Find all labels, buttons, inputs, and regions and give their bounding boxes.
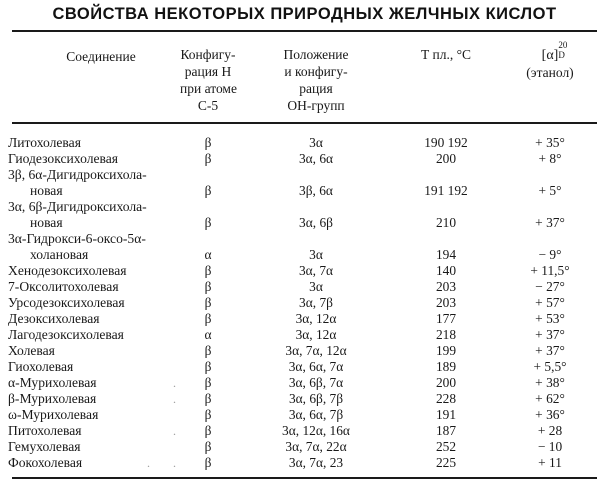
cell-configuration: β	[204, 391, 212, 406]
cell-configuration: β	[204, 295, 212, 310]
cell-melting-point: 190 192	[424, 135, 468, 150]
table-row	[0, 311, 609, 327]
cell-melting-point: 199	[435, 343, 457, 358]
cell-configuration: α	[204, 327, 212, 342]
cell-oh-position: 3α, 7α, 22α	[285, 439, 347, 454]
column-header-position-line-3: рация	[299, 81, 333, 96]
cell-specific-rotation: − 9°	[538, 247, 562, 262]
cell-melting-point: 200	[435, 151, 457, 166]
cell-compound-name: Гиохолевая	[8, 359, 74, 374]
table-row	[0, 231, 609, 247]
table-row	[0, 327, 609, 343]
table-row	[0, 295, 609, 311]
cell-melting-point: 210	[435, 215, 457, 230]
cell-oh-position: 3α, 6β	[299, 215, 333, 230]
cell-configuration: β	[204, 455, 212, 470]
cell-configuration: β	[204, 151, 212, 166]
cell-configuration: β	[204, 263, 212, 278]
cell-configuration: β	[204, 343, 212, 358]
column-header-compound	[8, 48, 194, 65]
table-row	[0, 455, 609, 471]
cell-melting-point: 194	[435, 247, 457, 262]
leader-dots: .	[173, 392, 186, 406]
rotation-notation	[541, 40, 568, 64]
rotation-bracket-alpha: [α]	[541, 48, 559, 63]
rotation-superscript: 20	[558, 40, 568, 50]
cell-oh-position: 3α, 6β, 7β	[288, 391, 344, 406]
cell-oh-position: 3α, 7α	[298, 263, 334, 278]
cell-oh-position: 3α	[309, 279, 323, 294]
column-header-rotation-symbol	[498, 40, 602, 64]
cell-oh-position: 3α, 6α	[298, 151, 334, 166]
cell-compound-name: Питохолевая	[8, 423, 82, 438]
cell-melting-point: 187	[435, 423, 457, 438]
column-header-melting-point	[392, 46, 500, 63]
cell-melting-point: 191	[435, 407, 457, 422]
cell-specific-rotation: + 57°	[535, 295, 565, 310]
cell-configuration: α	[204, 247, 212, 262]
cell-oh-position: 3α, 6β, 7α	[288, 375, 344, 390]
cell-compound-name: Хенодезоксихолевая	[8, 263, 127, 278]
cell-configuration: β	[204, 439, 212, 454]
cell-compound-name: Холевая	[8, 343, 55, 358]
cell-specific-rotation: − 27°	[535, 279, 565, 294]
cell-specific-rotation: + 35°	[535, 135, 565, 150]
cell-oh-position: 3α, 12α	[295, 311, 337, 326]
cell-specific-rotation: + 8°	[538, 151, 562, 166]
cell-compound-name: 3β, 6α-Дигидроксихола-	[8, 167, 147, 182]
table-row	[0, 167, 609, 183]
cell-compound-name: Дезоксихолевая	[8, 311, 100, 326]
cell-oh-position: 3α, 7α, 12α	[285, 343, 347, 358]
table-row	[0, 263, 609, 279]
column-header-position	[240, 46, 392, 114]
cell-configuration: β	[204, 407, 212, 422]
cell-compound-name: α-Мурихолевая	[8, 375, 97, 390]
cell-melting-point: 177	[435, 311, 457, 326]
cell-specific-rotation: + 36°	[535, 407, 565, 422]
cell-oh-position: 3α, 12α, 16α	[282, 423, 350, 438]
cell-specific-rotation: + 5°	[538, 183, 562, 198]
cell-oh-position: 3α, 7α, 23	[288, 455, 344, 470]
cell-compound-name: 3α-Гидрокси-6-оксо-5α-	[8, 231, 146, 246]
cell-melting-point: 225	[435, 455, 457, 470]
cell-melting-point: 200	[435, 375, 457, 390]
cell-specific-rotation: + 5,5°	[533, 359, 567, 374]
leader-dots: .	[173, 376, 186, 390]
cell-configuration: β	[204, 215, 212, 230]
cell-oh-position: 3α	[309, 135, 323, 150]
cell-oh-position: 3α	[309, 247, 323, 262]
column-header-configuration-line-4: С-5	[197, 98, 219, 113]
leader-dots: .	[173, 424, 186, 438]
rotation-subscript: D	[558, 50, 565, 60]
column-header-position-line-1: Положение	[283, 47, 349, 62]
column-header-position-line-4: ОН-групп	[287, 98, 345, 113]
cell-specific-rotation: + 38°	[535, 375, 565, 390]
table-row	[0, 439, 609, 455]
cell-compound-name: Урсодезоксихолевая	[8, 295, 125, 310]
cell-compound-name: Фокохолевая	[8, 455, 83, 470]
cell-melting-point: 203	[435, 295, 457, 310]
cell-configuration: β	[204, 183, 212, 198]
cell-melting-point: 218	[435, 327, 457, 342]
table-row	[0, 135, 609, 151]
cell-compound-name: ω-Мурихолевая	[8, 407, 99, 422]
table-row	[0, 391, 609, 407]
cell-configuration: β	[204, 359, 212, 374]
column-header-rotation-solvent: (этанол)	[526, 65, 574, 80]
rule-bottom	[12, 477, 597, 479]
leader-dots: . .	[147, 456, 186, 470]
table-row	[0, 423, 609, 439]
table-row	[0, 359, 609, 375]
cell-compound-name: Гемухолевая	[8, 439, 81, 454]
cell-specific-rotation: + 37°	[535, 343, 565, 358]
cell-specific-rotation: − 10	[537, 439, 563, 454]
cell-compound-name: новая	[30, 215, 63, 230]
cell-melting-point: 189	[435, 359, 457, 374]
table-row	[0, 183, 609, 199]
table-row	[0, 151, 609, 167]
cell-compound-name: новая	[30, 183, 63, 198]
column-header-melting-point-label: Т пл., °C	[420, 47, 472, 62]
cell-specific-rotation: + 28	[537, 423, 563, 438]
table-row	[0, 247, 609, 263]
cell-configuration: β	[204, 279, 212, 294]
cell-configuration: β	[204, 135, 212, 150]
cell-compound-name: 7-Оксолитохолевая	[8, 279, 119, 294]
cell-specific-rotation: + 37°	[535, 327, 565, 342]
column-header-configuration	[180, 46, 236, 114]
table-row	[0, 215, 609, 231]
cell-oh-position: 3α, 6α, 7α	[288, 359, 344, 374]
cell-melting-point: 191 192	[424, 183, 468, 198]
column-header-compound-label: Соединение	[66, 49, 136, 64]
cell-melting-point: 228	[435, 391, 457, 406]
cell-compound-name: Гиодезоксихолевая	[8, 151, 119, 166]
cell-compound-name: Лагодезоксихолевая	[8, 327, 124, 342]
cell-configuration: β	[204, 375, 212, 390]
cell-compound-name: холановая	[30, 247, 89, 262]
cell-oh-position: 3α, 12α	[295, 327, 337, 342]
column-header-configuration-line-1: Конфигу-	[180, 47, 236, 62]
table-row	[0, 407, 609, 423]
column-header-position-line-2: и конфигу-	[284, 64, 348, 79]
page-title: СВОЙСТВА НЕКОТОРЫХ ПРИРОДНЫХ ЖЕЛЧНЫХ КИСЛОТ	[52, 5, 557, 23]
cell-specific-rotation: + 37°	[535, 215, 565, 230]
column-header-configuration-line-3: при атоме	[180, 81, 237, 96]
rule-header	[12, 122, 597, 124]
cell-compound-name: β-Мурихолевая	[8, 391, 97, 406]
cell-specific-rotation: + 53°	[535, 311, 565, 326]
cell-melting-point: 140	[435, 263, 457, 278]
cell-configuration: β	[204, 311, 212, 326]
table-row	[0, 375, 609, 391]
cell-oh-position: 3β, 6α	[299, 183, 333, 198]
column-header-specific-rotation	[498, 40, 602, 81]
cell-oh-position: 3α, 7β	[299, 295, 333, 310]
table-row	[0, 199, 609, 215]
cell-compound-name: 3α, 6β-Дигидроксихола-	[8, 199, 147, 214]
cell-specific-rotation: + 11,5°	[530, 263, 570, 278]
cell-melting-point: 203	[435, 279, 457, 294]
cell-compound-name: Литохолевая	[8, 135, 81, 150]
cell-melting-point: 252	[435, 439, 457, 454]
table-row	[0, 279, 609, 295]
cell-specific-rotation: + 11	[538, 455, 562, 470]
cell-oh-position: 3α, 6α, 7β	[288, 407, 344, 422]
cell-configuration: β	[204, 423, 212, 438]
column-header-configuration-line-2: рация Н	[184, 64, 232, 79]
table-row	[0, 343, 609, 359]
cell-specific-rotation: + 62°	[535, 391, 565, 406]
rule-top	[12, 30, 597, 32]
